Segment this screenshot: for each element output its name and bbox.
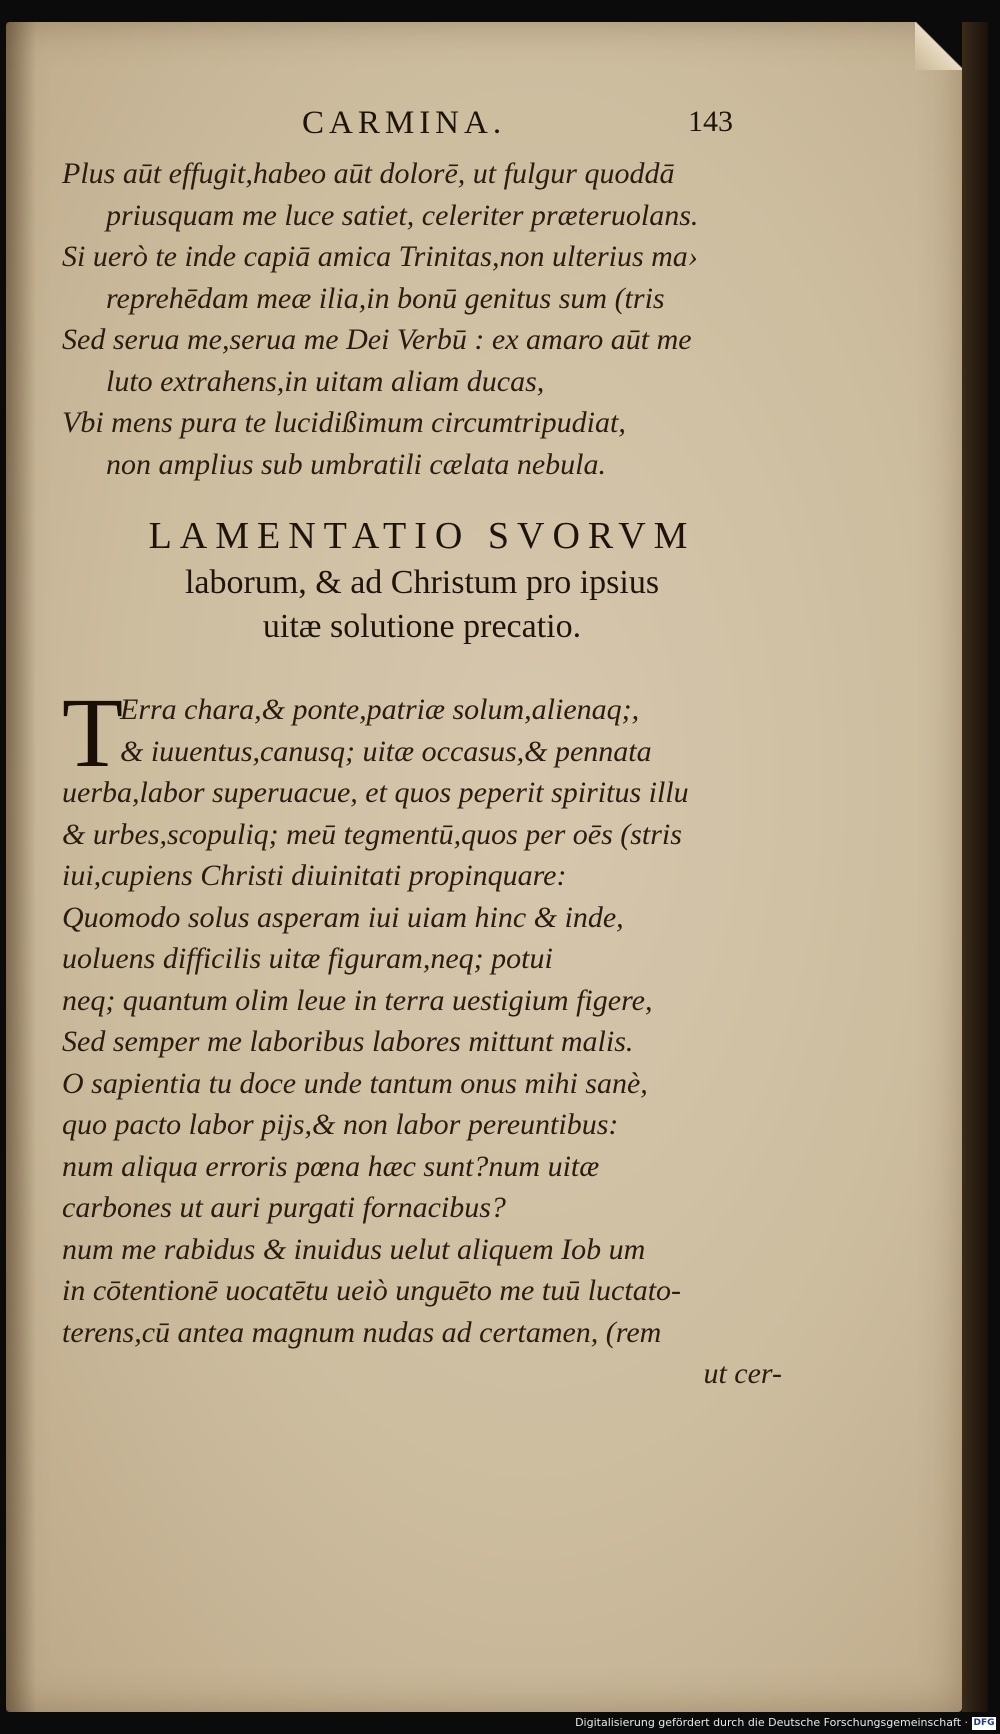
verse-line: uoluens difficilis uitæ figuram,neq; potui xyxy=(62,942,553,975)
page-gutter-shadow xyxy=(6,22,36,1712)
verse-line: iui,cupiens Christi diuinitati propinquare: xyxy=(62,859,567,892)
verse-line: & urbes,scopuliq; meū tegmentū,quos per oēs (stris xyxy=(62,817,682,851)
section-title-line: uitæ solutione precatio. xyxy=(262,608,582,645)
poem-body xyxy=(62,677,782,1395)
folded-corner xyxy=(915,22,963,70)
running-head xyxy=(62,105,782,153)
digitization-footer xyxy=(0,1714,1000,1734)
verse-line: luto extrahens,in uitam aliam ducas, xyxy=(106,364,545,398)
section-title xyxy=(62,511,782,649)
verse-line: in cōtentionē uocatētu ueiò unguēto me tuū luctato- xyxy=(62,1274,682,1307)
page-text xyxy=(62,105,782,1395)
page-number: 143 xyxy=(688,105,733,138)
drop-cap: T xyxy=(62,677,124,788)
verse-line: uerba,labor superuacue, et quos peperit spiritus illu xyxy=(62,776,689,809)
verse-line: Plus aūt effugit,habeo aūt dolorē, ut fulgur quoddā xyxy=(62,157,675,190)
catchword: ut cer- xyxy=(703,1357,782,1390)
book-edge xyxy=(962,22,988,1712)
verse-line: Si uerò te inde capiā amica Trinitas,non ulterius ma› xyxy=(62,240,698,273)
verse-line: O sapientia tu doce unde tantum onus mihi sanè, xyxy=(62,1066,648,1100)
verse-line: & iuuentus,canusq; uitæ occasus,& pennata xyxy=(120,734,652,768)
verse-line: Vbi mens pura te lucidißimum circumtripudiat, xyxy=(62,406,626,439)
verse-line: num aliqua erroris pœna hæc sunt?num uitæ xyxy=(62,1149,600,1183)
verse-line: Sed serua me,serua me Dei Verbū : ex amaro aūt me xyxy=(62,323,692,356)
verse-line: neq; quantum olim leue in terra uestigium figere, xyxy=(62,983,653,1017)
verse-line: non amplius sub umbratili cælata nebula. xyxy=(106,447,607,481)
preceding-verses xyxy=(62,153,782,485)
verse-line: quo pacto labor pijs,& non labor pereuntibus: xyxy=(62,1108,619,1141)
verse-line: Erra chara,& ponte,patriæ solum,alienaq;, xyxy=(120,693,640,726)
verse-line: priusquam me luce satiet, celeriter præteruolans. xyxy=(106,198,699,232)
verse-line: Quomodo solus asperam iui uiam hinc & inde, xyxy=(62,900,624,934)
section-title-line: laborum, & ad Christum pro ipsius xyxy=(184,564,660,601)
verse-line: carbones ut auri purgati fornacibus? xyxy=(62,1191,506,1224)
dfg-logo-icon: DFG xyxy=(973,1718,995,1728)
funding-credit: Digitalisierung gefördert durch die Deutsche Forschungsgemeinschaft · xyxy=(575,1716,968,1729)
verse-line: reprehēdam meæ ilia,in bonū genitus sum (tris xyxy=(106,281,665,315)
running-title: CARMINA. xyxy=(302,105,507,141)
verse-line: terens,cū antea magnum nudas ad certamen, (rem xyxy=(62,1315,662,1349)
verse-line: Sed semper me laboribus labores mittunt malis. xyxy=(62,1025,634,1058)
verse-line: num me rabidus & inuidus uelut aliquem Iob um xyxy=(62,1232,646,1266)
section-title-line: LAMENTATIO SVORVM xyxy=(148,515,696,557)
